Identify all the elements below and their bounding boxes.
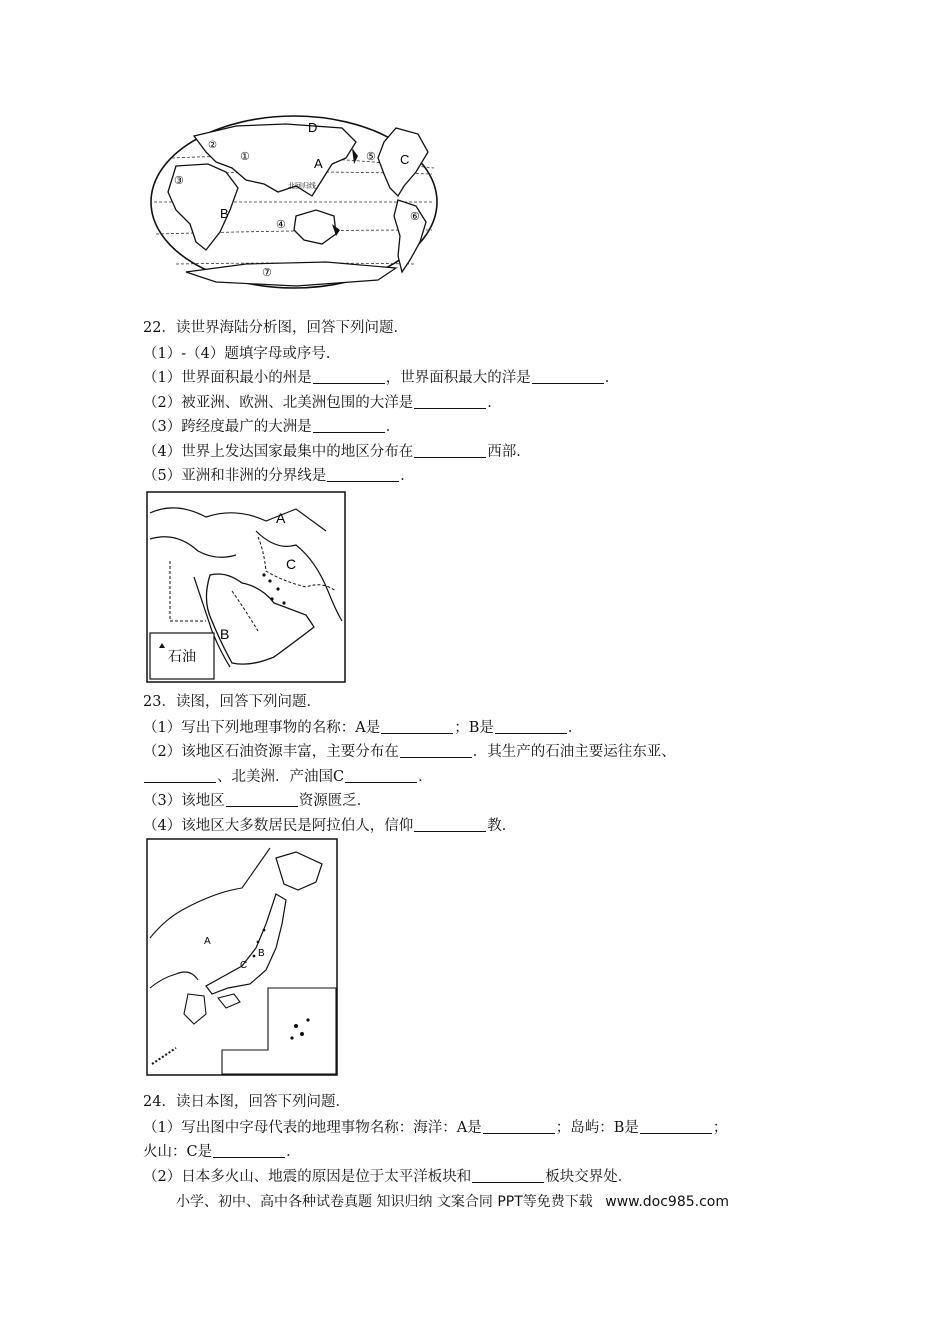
answer-blank[interactable] xyxy=(414,442,486,458)
japan-map-figure xyxy=(146,838,338,1076)
mideast-letter-c: C xyxy=(286,556,297,572)
answer-blank[interactable] xyxy=(327,466,399,482)
question-23 xyxy=(143,690,823,838)
world-map-letter-a: A xyxy=(314,156,323,171)
q22-line-4: （4）世界上发达国家最集中的地区分布在 西部． xyxy=(143,443,531,460)
footer-text: 小学、初中、高中各种试卷真题 知识归纳 文案合同 PPT等免费下载 xyxy=(176,1194,593,1210)
mideast-legend-oil-label: 石油 xyxy=(168,649,196,665)
q22-line-intro: （1）-（4）题填字母或序号． xyxy=(143,345,341,362)
world-map-letter-b: B xyxy=(220,206,229,221)
answer-blank[interactable] xyxy=(226,791,298,807)
q24-line-1: （1）写出图中字母代表的地理事物名称：海洋：A是 ；岛屿：B是 ； xyxy=(143,1119,728,1136)
world-map-figure xyxy=(146,112,442,292)
answer-blank[interactable] xyxy=(313,368,385,384)
world-map-number-3: ③ xyxy=(174,174,184,187)
world-map-number-7: ⑦ xyxy=(262,266,272,279)
mideast-letter-b: B xyxy=(220,626,230,642)
world-map-svg xyxy=(146,112,442,292)
question-22 xyxy=(143,316,823,489)
world-map-number-1: ① xyxy=(240,150,250,163)
q23-line-1: （1）写出下列地理事物的名称：A是 ；B是 ． xyxy=(143,719,583,736)
middle-east-map-figure xyxy=(146,491,346,683)
q22-line-3: （3）跨经度最广的大洲是 ． xyxy=(143,419,401,435)
q23-title: 23．读图，回答下列问题． xyxy=(143,694,321,710)
q23-line-2: （2）该地区石油资源丰富，主要分布在 ．其生产的石油主要运往东亚、 xyxy=(143,744,676,760)
japan-letter-c: C xyxy=(240,960,248,971)
q23-line-5: （4）该地区大多数居民是阿拉伯人，信仰 教． xyxy=(143,817,517,834)
answer-blank[interactable] xyxy=(414,816,486,832)
answer-blank[interactable] xyxy=(472,1167,544,1183)
answer-blank[interactable] xyxy=(483,1118,555,1134)
world-map-tropic-label: 北回归线 xyxy=(288,182,316,190)
answer-blank[interactable] xyxy=(495,718,567,734)
q22-line-2: （2）被亚洲、欧洲、北美洲包围的大洋是 ． xyxy=(143,394,502,411)
question-24 xyxy=(143,1090,823,1189)
q23-line-4: （3）该地区 资源匮乏． xyxy=(143,793,372,809)
q22-title: 22．读世界海陆分析图，回答下列问题． xyxy=(143,320,408,336)
world-map-number-4: ④ xyxy=(276,218,286,231)
answer-blank[interactable] xyxy=(345,767,417,783)
answer-blank[interactable] xyxy=(532,368,604,384)
answer-blank[interactable] xyxy=(144,767,216,783)
japan-map-svg xyxy=(146,838,338,1076)
mideast-letter-a: A xyxy=(276,510,286,526)
world-map-number-6: ⑥ xyxy=(410,210,420,223)
q24-line-2: 火山：C是 ． xyxy=(143,1144,301,1160)
world-map-number-2: ② xyxy=(208,140,217,151)
japan-letter-a: A xyxy=(204,936,211,947)
q23-line-3: 、北美洲．产油国C ． xyxy=(143,765,823,790)
answer-blank[interactable] xyxy=(213,1142,285,1158)
q24-line-3: （2）日本多火山、地震的原因是位于太平洋板块和 板块交界处． xyxy=(143,1168,633,1185)
q24-title: 24．读日本图，回答下列问题． xyxy=(143,1094,350,1110)
answer-blank[interactable] xyxy=(381,718,453,734)
world-map-letter-d: D xyxy=(308,120,318,135)
q22-line-5: （5）亚洲和非洲的分界线是 ． xyxy=(143,468,415,484)
answer-blank[interactable] xyxy=(414,393,486,409)
footer-url[interactable]: www.doc985.com xyxy=(605,1194,729,1210)
middle-east-map-svg xyxy=(146,491,346,683)
world-map-letter-c: C xyxy=(400,152,410,167)
answer-blank[interactable] xyxy=(400,742,472,758)
japan-letter-b: B xyxy=(258,948,265,959)
answer-blank[interactable] xyxy=(313,417,385,433)
q22-line-1: （1）世界面积最小的州是 ，世界面积最大的洋是 ． xyxy=(143,370,620,386)
world-map-number-5: ⑤ xyxy=(366,150,376,163)
page-footer xyxy=(176,1191,729,1211)
answer-blank[interactable] xyxy=(640,1118,712,1134)
